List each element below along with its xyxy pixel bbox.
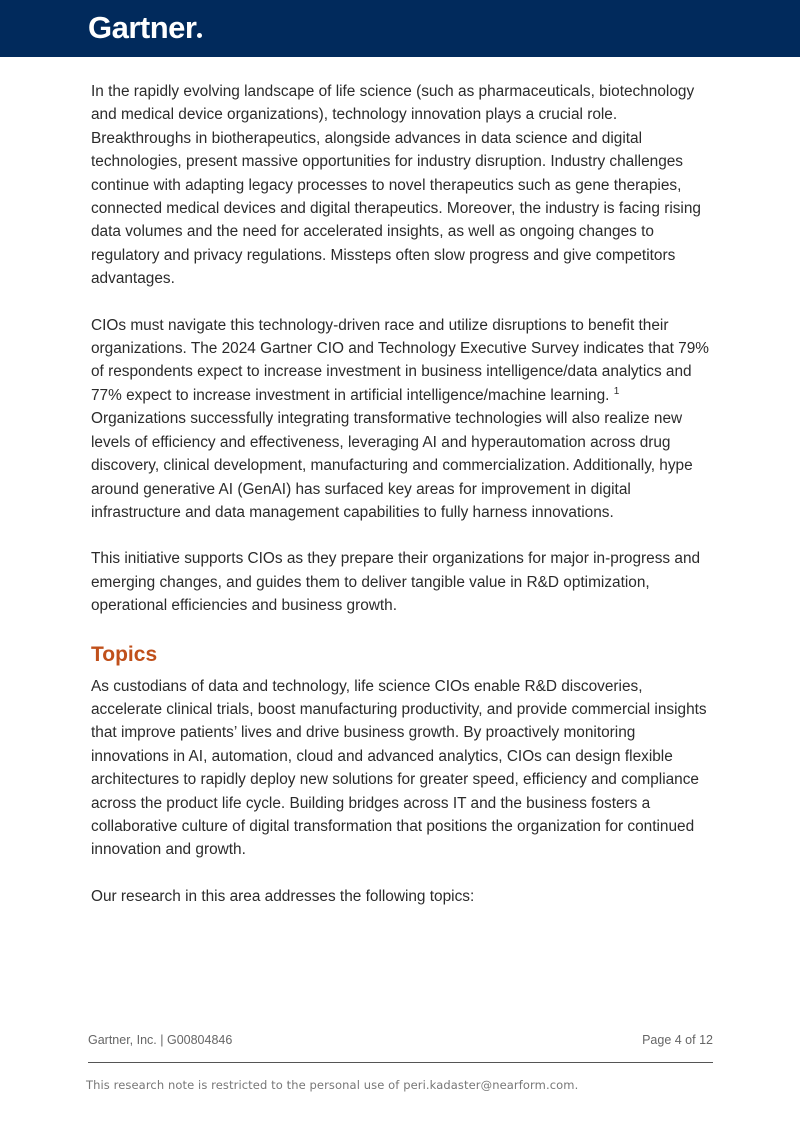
cio-paragraph-text-2: Organizations successfully integrating transformative technologies will also realize new levels of efficiency and effectiveness, leveraging AI and hyperautomation across drug discovery, clinical development, manufacturing and commercialization. Additionally, hype around generative AI (GenAI) has surfaced key areas for improvement in digital infrastructure and data management capabilities to fully harness innovations.: [91, 410, 693, 521]
topics-heading: Topics: [91, 642, 158, 666]
header-bar: [0, 0, 800, 57]
topics-paragraph: As custodians of data and technology, life science CIOs enable R&D discoveries, accelerate clinical trials, boost manufacturing productivity, and provide commercial insights that improve patients’ lives and drive business growth. By proactively monitoring innovations in AI, automation, cloud and advanced analytics, CIOs can design flexible architectures to rapidly deploy new solutions for greater speed, efficiency and compliance across the product life cycle. Building bridges across IT and the business fosters a collaborative culture of digital transformation that positions the organization for continued innovation and growth.: [91, 677, 707, 859]
cio-paragraph-text-1: CIOs must navigate this technology-driven race and utilize disruptions to benefit their organizations. The 2024 Gartner CIO and Technology Executive Survey indicates that 79% of respondents expect to increase investment in business intelligence/data analytics and 77% expect to increase investment in artificial intelligence/machine learning.: [91, 316, 709, 404]
initiative-paragraph: This initiative supports CIOs as they prepare their organizations for major in-progress and emerging changes, and guides them to deliver tangible value in R&D optimization, operational efficiencies and business growth.: [91, 550, 701, 615]
cio-paragraph: [91, 314, 716, 525]
footnote-marker[interactable]: 1: [613, 385, 620, 397]
usage-notice: This research note is restricted to the personal use of peri.kadaster@nearform.com.: [86, 1078, 579, 1092]
document-body: [91, 80, 716, 931]
footer-doc-id: Gartner, Inc. | G00804846: [88, 1033, 233, 1047]
footer-divider: [88, 1062, 713, 1063]
logo-dot-icon: [197, 33, 202, 38]
topics-intro-line: Our research in this area addresses the following topics:: [91, 887, 475, 905]
footer-page-number: Page 4 of 12: [642, 1033, 713, 1047]
logo-text: Gartner: [88, 10, 197, 45]
intro-paragraph: In the rapidly evolving landscape of life science (such as pharmaceuticals, biotechnology and medical device organizations), technology innovation plays a crucial role. Breakthroughs in biotherapeutics, alongside advances in data science and digital technologies, present massive opportunities for industry disruption. Industry challenges continue with adapting legacy processes to novel therapeutics such as gene therapies, connected medical devices and digital therapeutics. Moreover, the industry is facing rising data volumes and the need for accelerated insights, as well as ongoing changes to regulatory and privacy regulations. Missteps often slow progress and give competitors advantages.: [91, 83, 701, 288]
gartner-logo: [88, 8, 202, 48]
